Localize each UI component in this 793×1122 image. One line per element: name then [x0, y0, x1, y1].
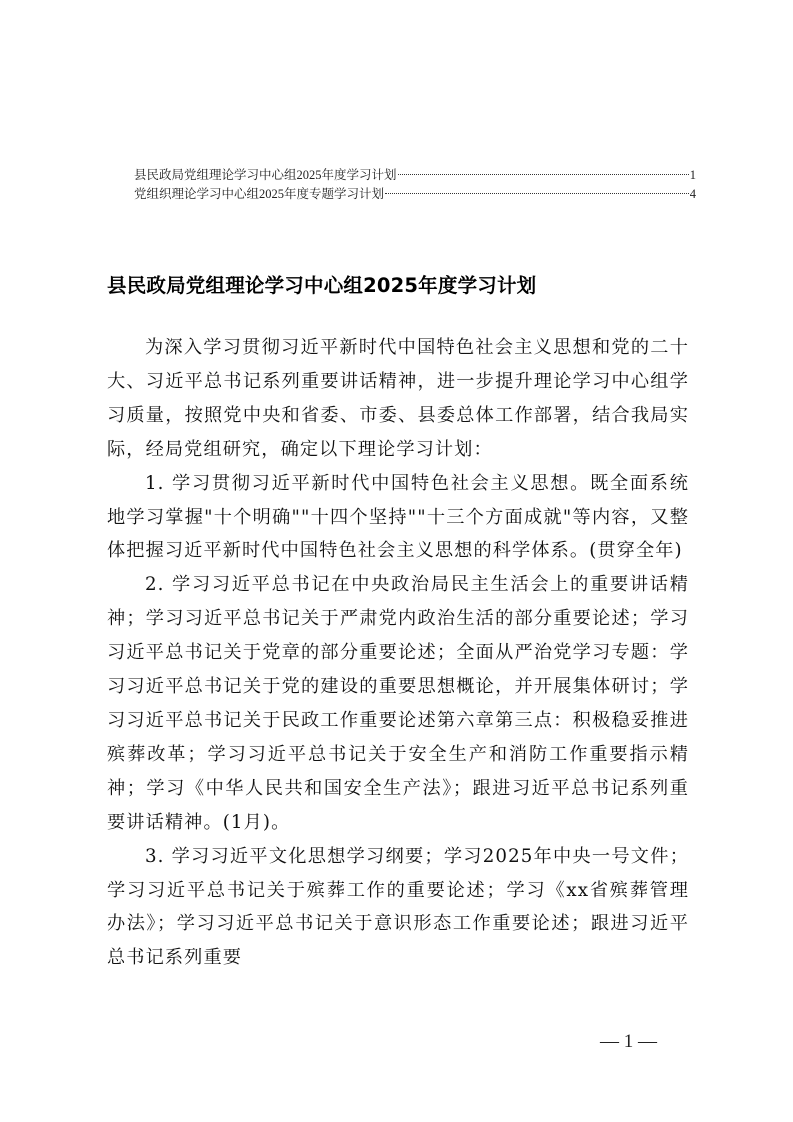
- list-item-paragraph: 1. 学习贯彻习近平新时代中国特色社会主义思想。既全面系统地学习掌握"十个明确""十四个坚持""十三个方面成就"等内容，又整体把握习近平新时代中国特色社会主义思想的科学体系。(贯穿全年): [107, 472, 689, 562]
- table-of-contents: [134, 160, 696, 201]
- toc-entry-title[interactable]: 县民政局党组理论学习中心组2025年度学习计划: [134, 168, 397, 182]
- toc-entry-page[interactable]: 4: [689, 187, 696, 201]
- toc-leader-dots: [385, 179, 689, 198]
- list-item-paragraph: 3. 学习习近平文化思想学习纲要；学习2025年中央一号文件；学习习近平总书记关于殡葬工作的重要论述；学习《xx省殡葬管理办法》；学习习近平总书记关于意识形态工作重要论述；跟进习近平总书记系列重要: [107, 845, 689, 969]
- intro-paragraph: 为深入学习贯彻习近平新时代中国特色社会主义思想和党的二十大、习近平总书记系列重要讲话精神，进一步提升理论学习中心组学习质量，按照党中央和省委、市委、县委总体工作部署，结合我局实际，经局党组研究，确定以下理论学习计划：: [107, 337, 689, 460]
- toc-entry-title[interactable]: 党组织理论学习中心组2025年度专题学习计划: [134, 187, 385, 201]
- document-body: [107, 331, 689, 975]
- toc-leader-dots: [398, 160, 689, 179]
- list-item-paragraph: 2. 学习习近平总书记在中央政治局民主生活会上的重要讲话精神；学习习近平总书记关于严肃党内政治生活的部分重要论述；学习习近平总书记关于党章的部分重要论述；全面从严治党学习专题：学习习近平总书记关于党的建设的重要思想概论，并开展集体研讨；学习习近平总书记关于民政工作重要论述第六章第三点：积极稳妥推进殡葬改革；学习习近平总书记关于安全生产和消防工作重要指示精神；学习《中华人民共和国安全生产法》；跟进习近平总书记系列重要讲话精神。(1月)。: [107, 574, 689, 833]
- document-heading: 县民政局党组理论学习中心组2025年度学习计划: [107, 274, 537, 297]
- page-number: — 1 —: [600, 1031, 657, 1052]
- toc-entry-page[interactable]: 1: [689, 168, 696, 182]
- toc-entry[interactable]: [134, 160, 696, 182]
